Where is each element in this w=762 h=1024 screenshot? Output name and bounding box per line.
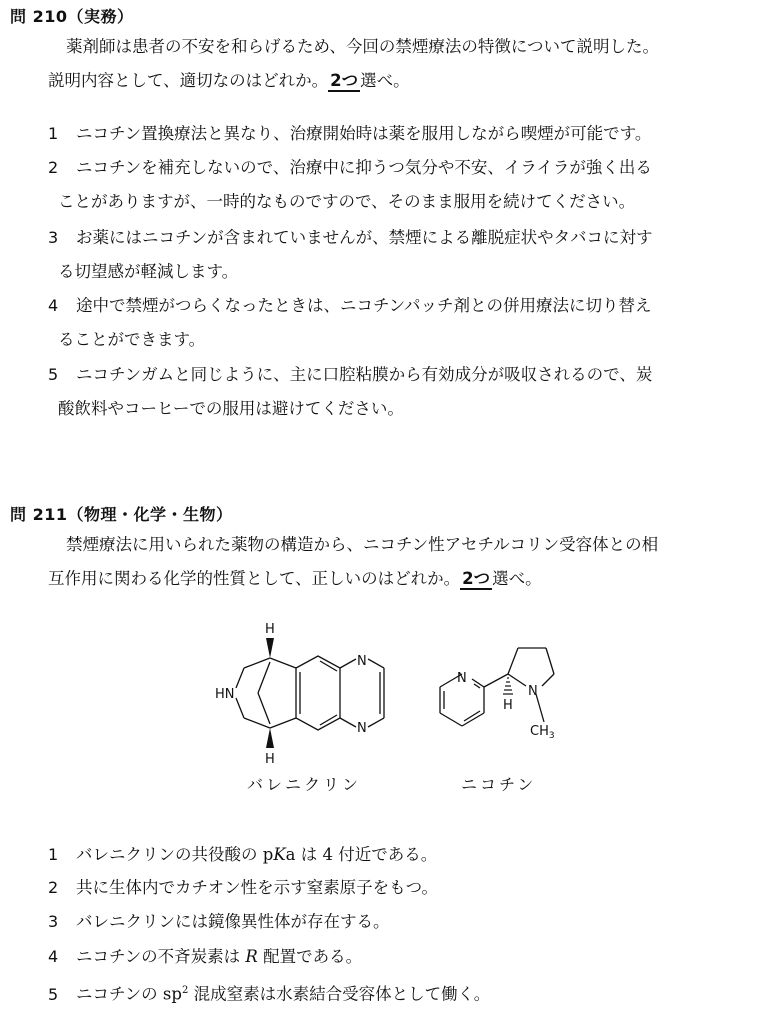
atom-n-lower: N [357,721,367,736]
atom-ch3: $CH_3$ [530,724,555,741]
q210-stem: 薬剤師は患者の不安を和らげるため、今回の禁煙療法の特徴について説明した。 説明内容として、適切なのはどれか。 2つ 選べ。 [48,37,660,90]
q210-option-4: 4 途中で禁煙がつらくなったときは、ニコチンパッチ剤との併用療法に切り替え ることができます。 [48,296,652,349]
q211-title: 問 211（物理・化学・生物） [10,505,233,524]
atom-n-upper: N [357,654,367,669]
chemical-structures [0,610,762,770]
atom-n-pyridine: N [457,671,467,686]
atom-h-nicotine: H [503,698,513,713]
q210-emph: 2つ [330,71,359,90]
q210-option-5: 5 ニコチンガムと同じように、主に口腔粘膜から有効成分が吸収されるので、炭 酸飲料やコーヒーでの服用は避けてください。 [48,365,653,418]
q210-option-1: 1 ニコチン置換療法と異なり、治療開始時は薬を服用しながら喫煙が可能です。 [48,124,652,143]
wedge-top [266,638,274,658]
atom-hn: HN [215,687,235,702]
atom-h-bottom: H [265,752,275,767]
hashed-wedge [503,678,513,694]
q211-emph: 2つ [462,569,491,588]
nicotine-label: ニコチン [461,775,537,794]
q210-title: 問 210（実務） [10,7,134,26]
q211-option-1: 1 バレニクリンの共役酸の pKa は 4 付近である。 [48,845,438,864]
varenicline-label: バレニクリン [247,775,362,794]
atom-n-pyrrolidine: N [528,684,538,699]
atom-h-top: H [265,622,275,637]
q210-option-2: 2 ニコチンを補充しないので、治療中に抑うつ気分や不安、イライラが強く出る ことがありますが、一時的なものですので、そのまま服用を続けてください。 [48,158,652,211]
q211-stem-line1: 禁煙療法に用いられた薬物の構造から、ニコチン性アセチルコリン受容体との相 [66,535,659,554]
wedge-bottom [266,728,274,748]
q210-option-3: 3 お薬にはニコチンが含まれていませんが、禁煙による離脱症状やタバコに対す る切望感が軽減します。 [48,228,653,281]
q211-stem: 禁煙療法に用いられた薬物の構造から、ニコチン性アセチルコリン受容体との相 互作用に関わる化学的性質として、正しいのはどれか。 2つ 選べ。 [48,535,659,588]
q211-option-3: 3 バレニクリンには鏡像異性体が存在する。 [48,912,390,931]
q211-option-4: 4 ニコチンの不斉炭素は R 配置である。 [48,947,363,966]
q211-option-2: 2 共に生体内でカチオン性を示す窒素原子をもつ。 [48,878,439,897]
q210-stem-line1: 薬剤師は患者の不安を和らげるため、今回の禁煙療法の特徴について説明した。 [66,37,660,56]
q211-option-5: 5 ニコチンの $sp^2$ 混成窒素は水素結合受容体として働く。 [48,984,491,1004]
